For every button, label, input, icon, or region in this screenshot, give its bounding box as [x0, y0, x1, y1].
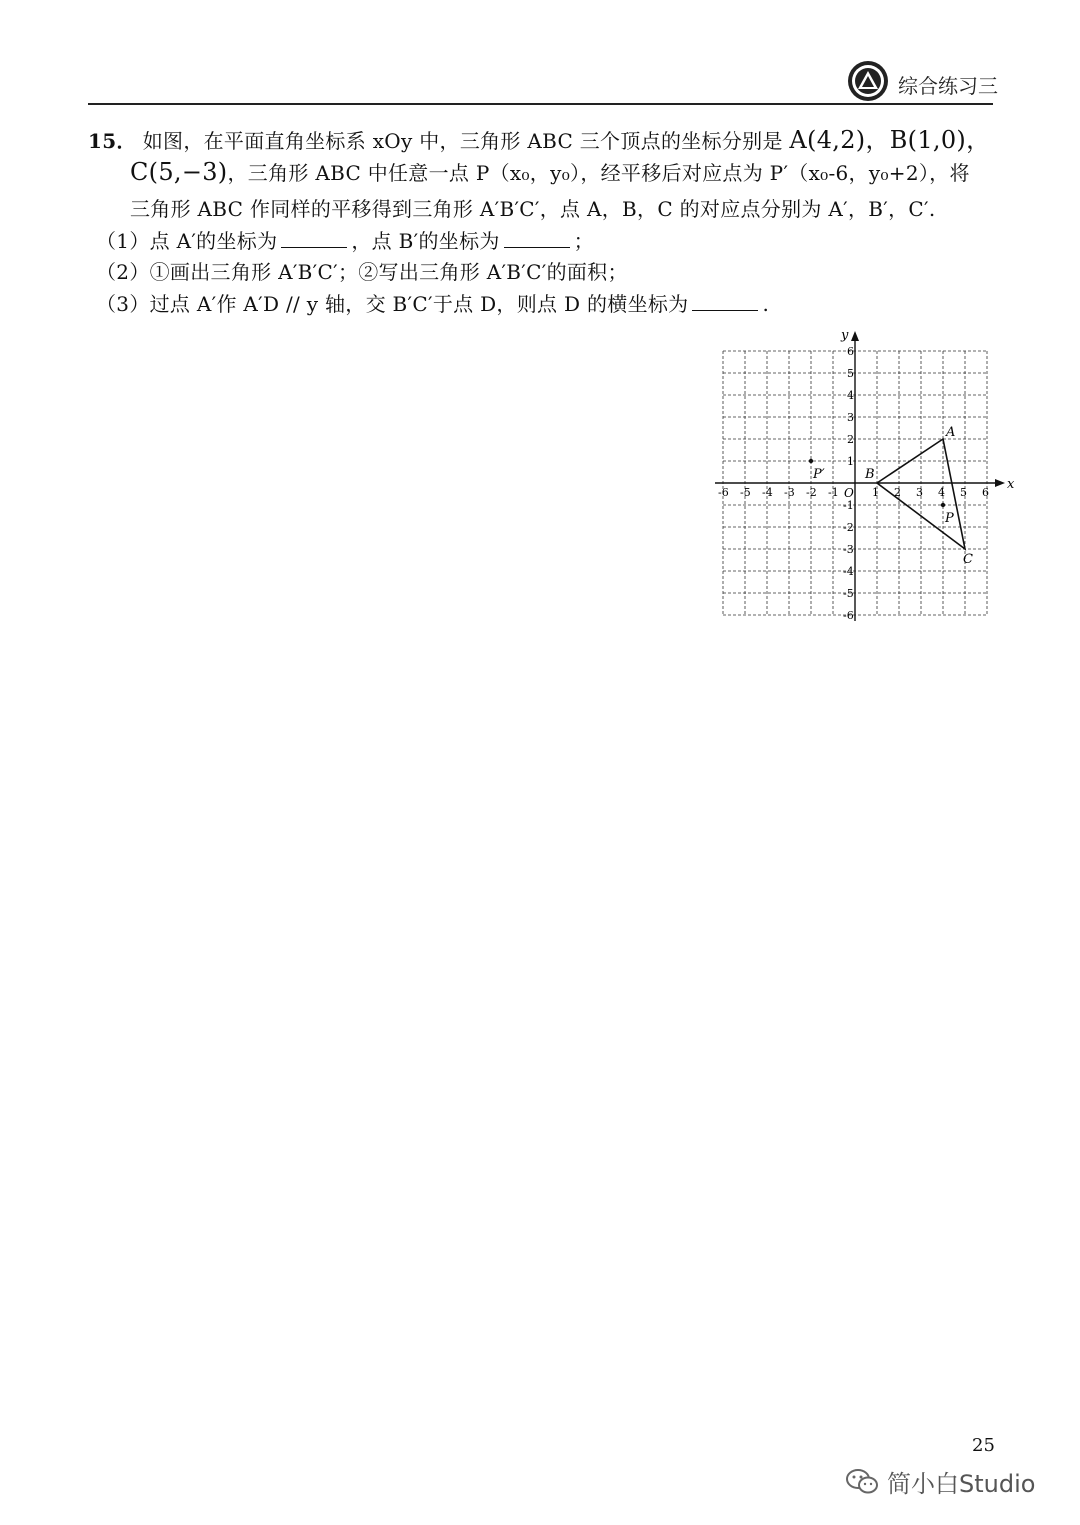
x-tick-label: -1: [828, 486, 839, 499]
y-tick-label: -6: [843, 609, 854, 622]
y-tick-label: 3: [847, 411, 854, 424]
header-divider: [88, 103, 993, 105]
point-label: P: [945, 511, 954, 526]
school-seal-icon: [847, 60, 889, 102]
y-tick-label: 5: [847, 367, 854, 380]
coordinate-graph: [690, 313, 1015, 622]
question-1-text-b: ，点 B′的坐标为: [351, 229, 500, 253]
x-tick-label: 3: [916, 486, 923, 499]
answer-blank-d-x[interactable]: [692, 292, 758, 311]
answer-blank-b-prime[interactable]: [504, 229, 570, 248]
problem-text-2: ，三角形 ABC 中任意一点 P（x₀，y₀），经平移后对应点为 P′（x₀-6，y₀+2），将: [227, 161, 970, 185]
problem-line-2: [130, 157, 970, 186]
x-tick-label: -6: [718, 486, 729, 499]
question-3: [96, 288, 769, 317]
x-tick-label: 6: [982, 486, 989, 499]
point-marker: [809, 459, 813, 463]
y-axis-label: y: [841, 328, 849, 343]
problem-number: 15．: [88, 129, 137, 153]
problem-points-ab: A(4,2)，B(1,0)，: [789, 126, 991, 154]
question-2-text: （2）①画出三角形 A′B′C′；②写出三角形 A′B′C′的面积；: [96, 260, 628, 284]
x-tick-label: -5: [740, 486, 751, 499]
x-axis-arrow: [995, 479, 1005, 487]
point-marker: [941, 503, 945, 507]
x-tick-label: -2: [806, 486, 817, 499]
problem-line-1: [88, 120, 990, 155]
x-tick-label: -3: [784, 486, 795, 499]
origin-label: O: [844, 486, 854, 500]
problem-text-1: 如图，在平面直角坐标系 xOy 中，三角形 ABC 三个顶点的坐标分别是: [142, 129, 790, 153]
y-tick-label: 6: [847, 345, 854, 358]
question-2: [96, 256, 628, 285]
x-axis-label: x: [1007, 477, 1015, 492]
x-tick-label: 1: [872, 486, 879, 499]
answer-blank-a-prime[interactable]: [281, 229, 347, 248]
y-tick-label: -2: [843, 521, 854, 534]
question-1-text-a: （1）点 A′的坐标为: [96, 229, 278, 253]
x-tick-label: 5: [960, 486, 967, 499]
y-tick-label: 2: [847, 433, 854, 446]
y-tick-label: -4: [843, 565, 854, 578]
problem-line-3: [130, 193, 936, 222]
wechat-icon: [845, 1468, 879, 1496]
y-tick-label: 4: [847, 389, 854, 402]
question-3-text-b: .: [762, 292, 770, 316]
problem-text-3: 三角形 ABC 作同样的平移得到三角形 A′B′C′，点 A，B，C 的对应点分别为 A′，B′，C′.: [130, 197, 936, 221]
watermark-text: 简小白Studio: [887, 1470, 1036, 1498]
y-tick-label: 1: [847, 455, 854, 468]
y-tick-label: -5: [843, 587, 854, 600]
y-tick-label: -1: [843, 499, 854, 512]
question-1: [96, 225, 594, 254]
page-header-title: 综合练习三: [898, 74, 998, 98]
question-3-text-a: （3）过点 A′作 A′D // y 轴，交 B′C′于点 D，则点 D 的横坐标为: [96, 292, 689, 316]
x-tick-label: 2: [894, 486, 901, 499]
vertex-label: A: [946, 425, 956, 440]
page-number: 25: [972, 1435, 995, 1456]
question-1-text-c: ；: [573, 229, 594, 253]
vertex-label: C: [963, 552, 973, 567]
point-label: P′: [813, 467, 825, 482]
x-tick-label: 4: [938, 486, 945, 499]
watermark: [845, 1464, 1035, 1499]
vertex-label: B: [865, 467, 875, 482]
x-tick-label: -4: [762, 486, 773, 499]
problem-point-c: C(5,−3): [130, 158, 228, 186]
y-tick-label: -3: [843, 543, 854, 556]
y-axis-arrow: [851, 331, 859, 341]
